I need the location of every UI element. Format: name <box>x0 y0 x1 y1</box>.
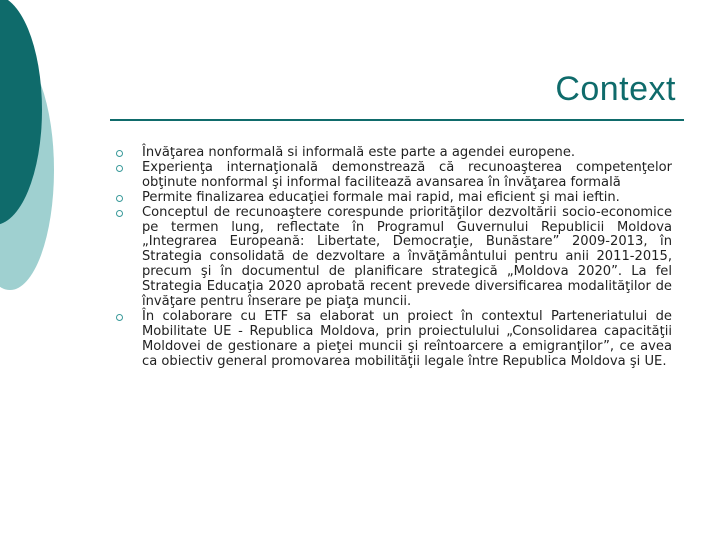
circle-bullet-icon <box>116 150 123 157</box>
bullet-item <box>116 191 672 206</box>
circle-bullet-icon <box>116 195 123 202</box>
bullet-text: În colaborare cu ETF sa elaborat un proiect în contextul Parteneriatului de Mobilitate UE - Republica Moldova, prin proiectulului „Consolidarea capacităţii Moldovei de gestionare a pieţei muncii şi reîntoarcere a emigranţilor”, ce avea ca obiectiv general promovarea mobilităţii legale între Republica Moldova şi UE. <box>142 308 672 369</box>
title-divider <box>110 119 684 121</box>
slide-title: Context <box>555 70 676 108</box>
bullet-item <box>116 161 672 191</box>
bullet-list <box>116 146 672 370</box>
bullet-item <box>116 206 672 310</box>
circle-bullet-icon <box>116 165 123 172</box>
bullet-item <box>116 310 672 370</box>
decorative-circles <box>0 0 80 300</box>
circle-bullet-icon <box>116 210 123 217</box>
bullet-text: Permite finalizarea educaţiei formale mai rapid, mai eficient şi mai ieftin. <box>142 189 620 205</box>
bullet-text: Experienţa internaţională demonstrează că recunoaşterea competenţelor obţinute nonformal şi informal facilitează avansarea în învăţarea formală <box>142 159 672 190</box>
bullet-text: Învăţarea nonformală si informală este parte a agendei europene. <box>142 145 576 160</box>
bullet-item <box>116 146 672 161</box>
bullet-text: Conceptul de recunoaştere corespunde priorităţilor dezvoltării socio-economice pe termen lung, reflectate în Programul Guvernului Republicii Moldova „Integrarea Europeană: Libertate, Democraţie, Bunăstare” 2009-2013, în Strategia consolidată de dezvoltare a învăţământului pentru anii 2011-2015, precum şi în documentul de planificare strategică „Moldova 2020”. La fel Strategia Educaţia 2020 aprobată recent prevede diversificarea modalităţilor de învăţare pentru înserare pe piaţa muncii. <box>142 204 672 310</box>
circle-bullet-icon <box>116 314 123 321</box>
